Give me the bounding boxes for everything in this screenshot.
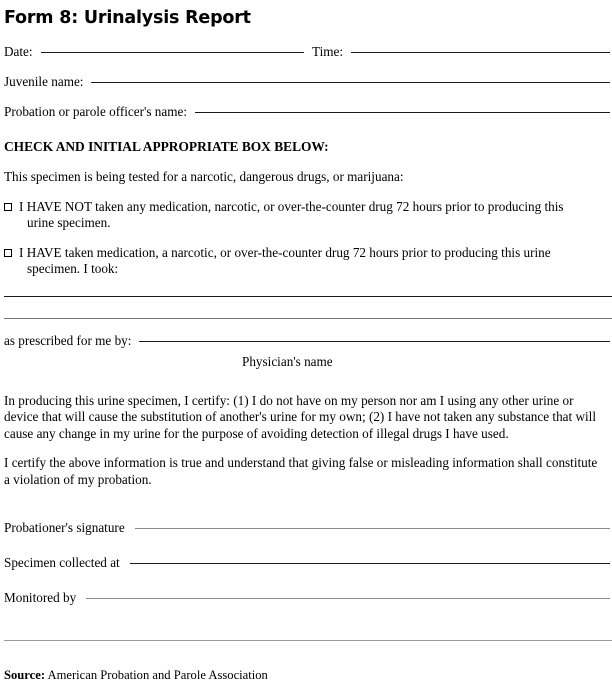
probationer-signature-input[interactable] — [135, 528, 610, 529]
checkbox-icon[interactable] — [4, 249, 12, 257]
section-heading: CHECK AND INITIAL APPROPRIATE BOX BELOW: — [4, 139, 329, 154]
checkbox-option-have-not[interactable] — [2, 199, 610, 232]
officer-name-label: Probation or parole officer's name: — [4, 104, 188, 119]
date-time-row — [2, 43, 610, 60]
date-label: Date: — [4, 44, 33, 59]
section-intro-text: This specimen is being tested for a narcotic, dangerous drugs, or marijuana: — [4, 169, 404, 184]
page-title: Form 8: Urinalysis Report — [4, 8, 251, 28]
probationer-signature-row — [2, 519, 610, 536]
juvenile-name-label: Juvenile name: — [4, 74, 84, 89]
certification-paragraph-2: I certify the above information is true and understand that giving false or misleading information shall constitute a violation of my probation. — [4, 455, 598, 487]
physician-name-caption: Physician's name — [242, 353, 333, 369]
specimen-collected-at-input[interactable] — [130, 563, 610, 564]
prescribed-by-label: as prescribed for me by: — [4, 332, 132, 348]
checkbox-option-have-taken[interactable] — [2, 245, 610, 278]
certification-paragraph-1: In producing this urine specimen, I certify: (1) I do not have on my person nor am I using any other urine or device that will cause the substitution of another's urine for my own; (2) I have not taken any substance that will cause any change in my urine for the purpose of avoiding detection of illegal drugs I have used. — [4, 392, 596, 441]
monitored-by-input[interactable] — [86, 598, 610, 599]
date-input[interactable] — [41, 52, 304, 53]
time-field-group — [312, 43, 610, 60]
prescribed-by-row — [2, 332, 610, 349]
checkbox-option-have-taken-line2: specimen. I took: — [27, 261, 119, 276]
juvenile-name-input[interactable] — [91, 82, 610, 83]
date-field-group — [4, 43, 304, 60]
source-attribution — [2, 667, 610, 683]
probationer-signature-label: Probationer's signature — [4, 520, 125, 535]
source-label: Source: — [4, 668, 46, 682]
specimen-collected-at-label: Specimen collected at — [4, 555, 120, 570]
time-input[interactable] — [351, 52, 610, 53]
prescribed-by-input[interactable] — [139, 341, 610, 342]
checkbox-icon[interactable] — [4, 203, 12, 211]
officer-name-row — [2, 103, 610, 120]
officer-name-input[interactable] — [195, 112, 610, 113]
checkbox-option-have-taken-line1: I HAVE taken medication, a narcotic, or over-the-counter drug 72 hours prior to producing this urine — [19, 244, 551, 260]
monitored-by-label: Monitored by — [4, 590, 77, 605]
juvenile-name-row — [2, 73, 610, 90]
source-text: American Probation and Parole Association — [45, 668, 268, 682]
checkbox-option-have-not-line1: I HAVE NOT taken any medication, narcotic, or over-the-counter drug 72 hours prior to producing this — [19, 198, 564, 214]
time-label: Time: — [312, 44, 344, 59]
specimen-collected-at-row — [2, 554, 610, 571]
monitored-by-row — [2, 589, 610, 606]
checkbox-option-have-not-line2: urine specimen. — [27, 215, 111, 230]
